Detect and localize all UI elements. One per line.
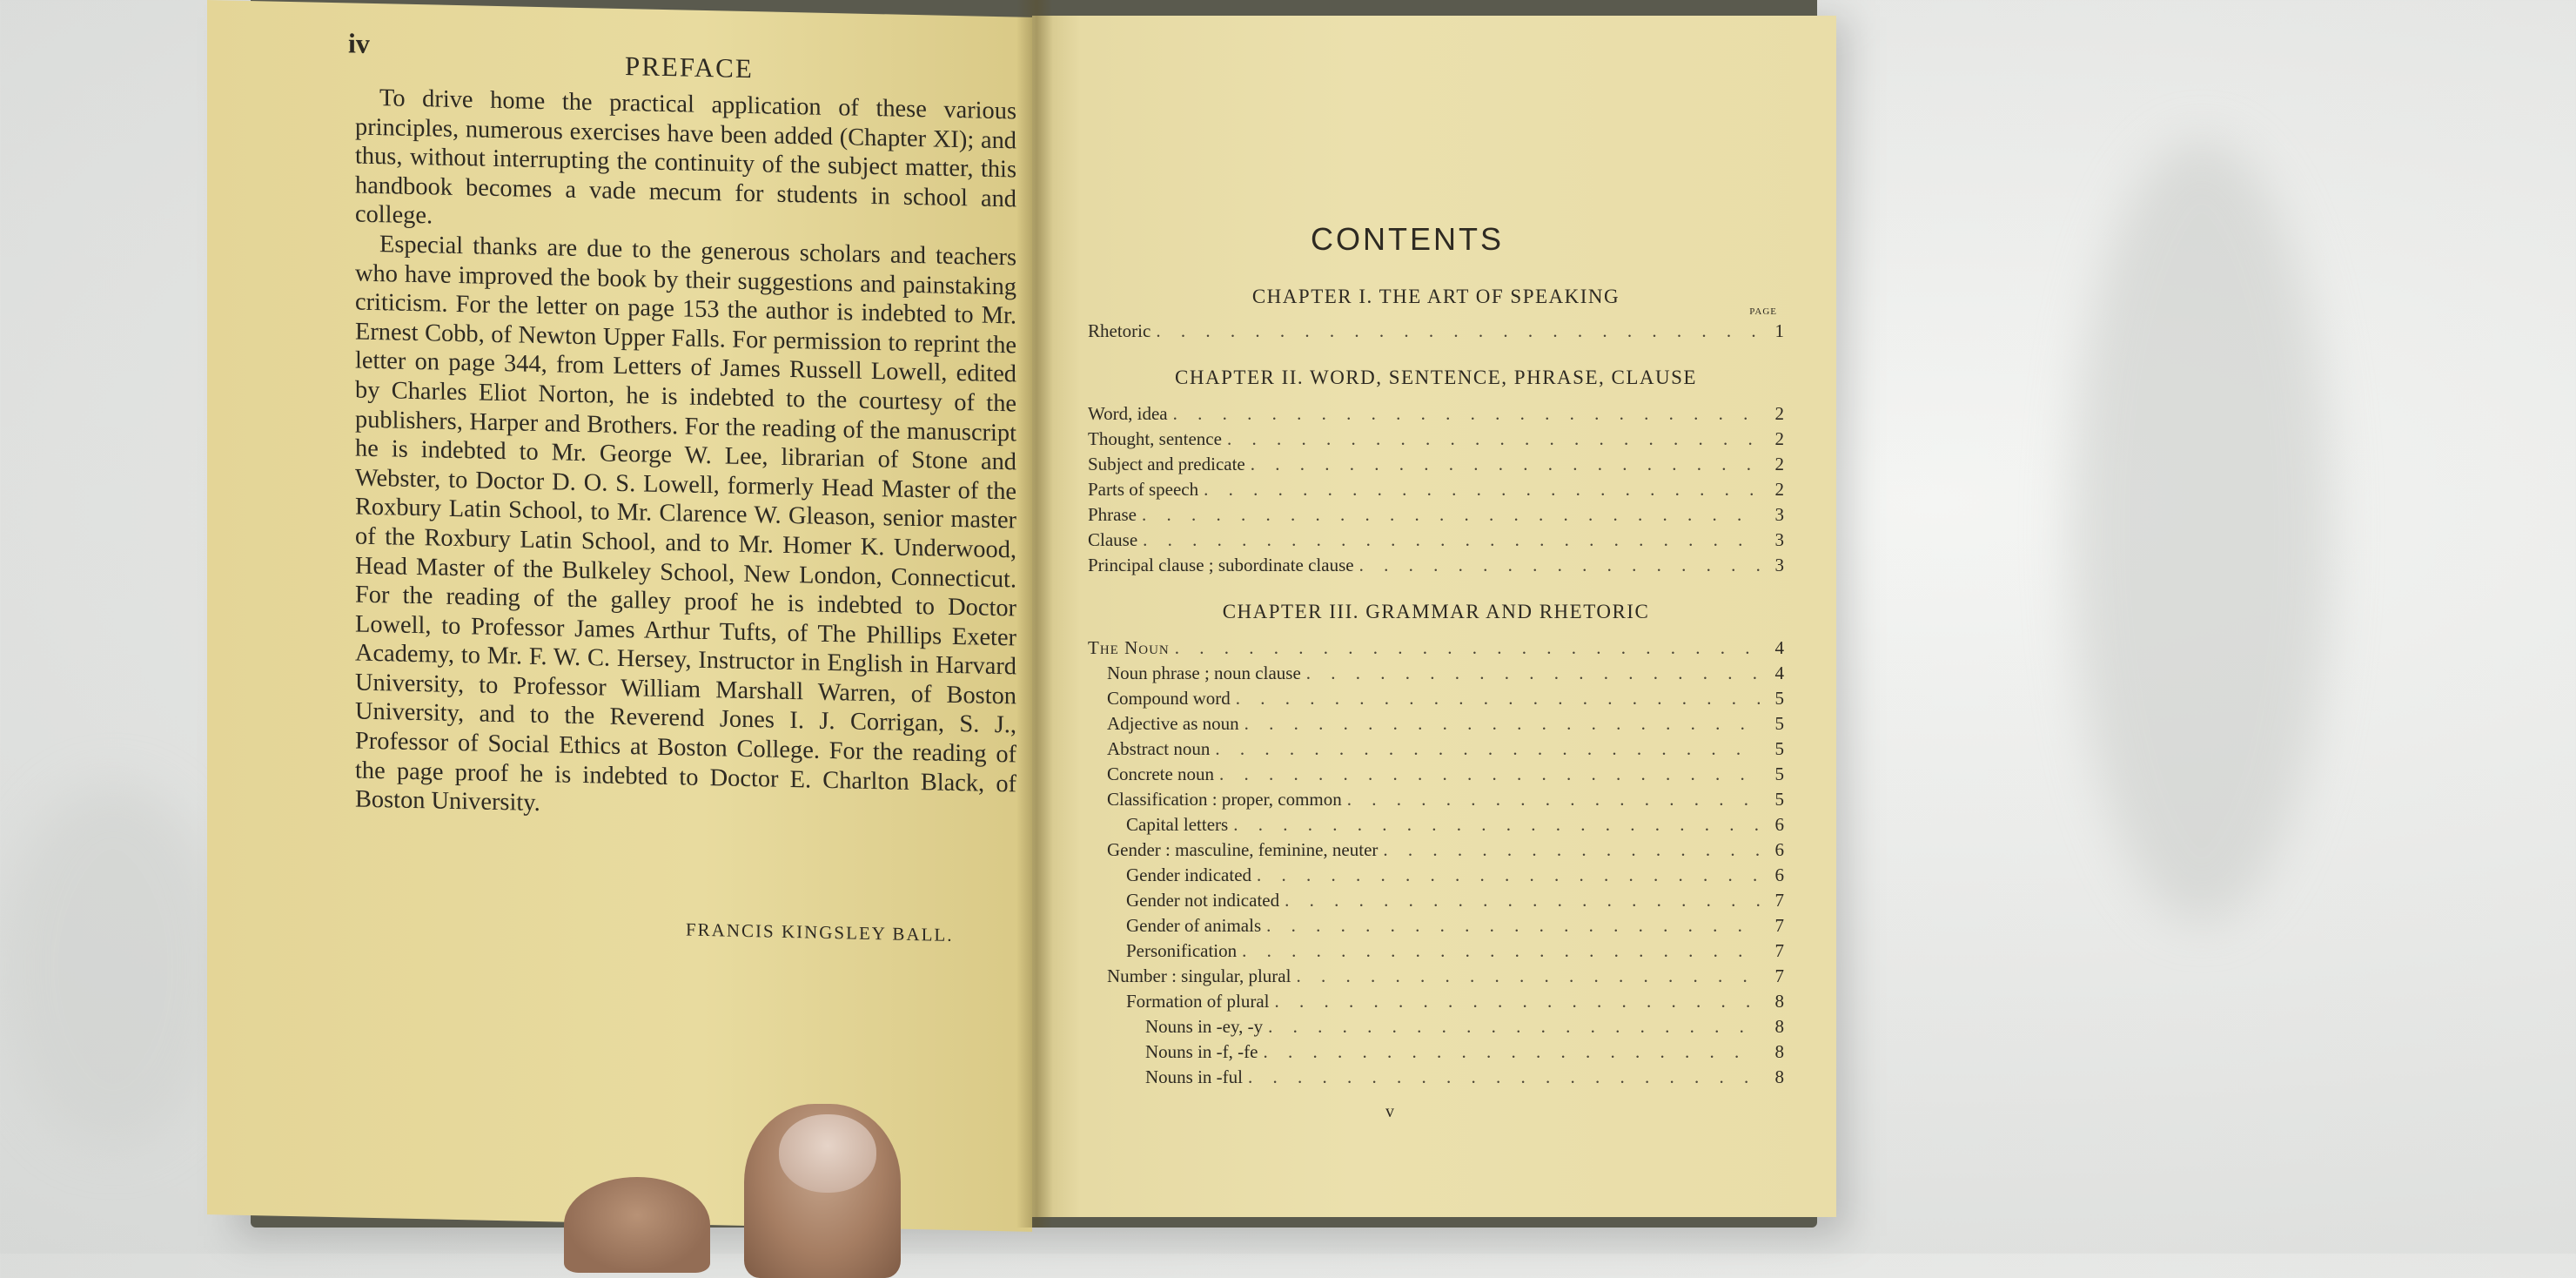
toc-entry-page: 4 [1774, 637, 1784, 658]
toc-entry-page: 8 [1774, 1016, 1784, 1037]
dot-leader [1347, 787, 1760, 812]
toc-entry [1088, 1039, 1784, 1065]
toc-entry [1088, 863, 1784, 888]
toc-entry-label: Concrete noun [1107, 763, 1215, 784]
chapter-heading: CHAPTER II. WORD, SENTENCE, PHRASE, CLAUSE [1175, 367, 1697, 388]
dot-leader [1359, 553, 1760, 578]
page-number: iv [348, 27, 370, 59]
dot-leader [1244, 711, 1760, 737]
toc-entry [1088, 452, 1784, 477]
cloth-fold-shadow [2071, 139, 2332, 923]
toc-entry-label: Clause [1088, 529, 1138, 550]
toc-entry-label: Noun phrase ; noun clause [1107, 663, 1301, 683]
toc-entry-page: 2 [1774, 428, 1784, 449]
dot-leader [1251, 452, 1760, 477]
dot-leader [1285, 888, 1760, 913]
toc-entry-page: 7 [1774, 965, 1784, 986]
toc-entry [1088, 812, 1784, 837]
toc-entry [1088, 553, 1784, 578]
dot-leader [1383, 837, 1760, 863]
toc-entry-label: Gender indicated [1126, 864, 1252, 885]
toc-entry-page: 5 [1774, 688, 1784, 709]
dot-leader [1236, 686, 1760, 711]
left-page [207, 0, 1032, 1232]
toc-entry [1088, 477, 1784, 502]
dot-leader [1266, 913, 1760, 938]
toc-entry-page: 8 [1774, 991, 1784, 1012]
toc-entry-page: 4 [1774, 663, 1784, 683]
toc-entry-page: 2 [1774, 479, 1784, 500]
dot-leader [1248, 1065, 1760, 1090]
cloth-fold-shadow [0, 784, 226, 1149]
dot-leader [1204, 477, 1760, 502]
toc-entry [1088, 661, 1784, 686]
toc-entry-label: Compound word [1107, 688, 1231, 709]
toc-entry-label: Nouns in -f, -fe [1145, 1041, 1258, 1062]
dot-leader [1142, 502, 1760, 528]
dot-leader [1215, 737, 1760, 762]
dot-leader [1268, 1014, 1760, 1039]
toc-entry-page: 2 [1774, 454, 1784, 474]
dot-leader [1257, 863, 1760, 888]
toc-entry [1088, 762, 1784, 787]
thumbnail-nail [779, 1114, 876, 1193]
toc-entry [1088, 913, 1784, 938]
toc-entry-label: Principal clause ; subordinate clause [1088, 555, 1354, 575]
right-page [1032, 16, 1836, 1217]
toc-entry-page: 5 [1774, 789, 1784, 810]
toc-entry [1088, 787, 1784, 812]
dot-leader [1143, 528, 1760, 553]
dot-leader [1173, 401, 1760, 427]
dot-leader [1242, 938, 1760, 964]
preface-text [355, 84, 1016, 829]
toc-entry-label: Nouns in -ful [1145, 1066, 1243, 1087]
toc-entry-page: 5 [1774, 738, 1784, 759]
finger [564, 1177, 710, 1273]
toc-entry-page: 6 [1774, 839, 1784, 860]
dot-leader [1306, 661, 1760, 686]
preface-paragraph: Especial thanks are due to the generous scholars and teachers who have improved the book by their suggestions and painstaking criticism. For the letter on page 153 the author is indebted to Mr. Ernest Cobb, of Newton Upper Falls. For permission to reprint the letter on page 344, from Letters of James Russell Lowell, edited by Charles Eliot Norton, he is indebted to the courtesy of the publishers, Harper and Brothers. For the reading of the manuscript he is indebted to Mr. George W. Lee, librarian of Stone and Webster, to Doctor D. O. S. Lowell, formerly Head Master of the Roxbury Latin School, to Mr. Clarence W. Gleason, senior master of the Roxbury Latin School, and to Mr. Homer K. Underwood, Head Master of the Bulkeley School, New London, Connecticut. For the reading of the galley proof he is indebted to Doctor Lowell, to Professor James Arthur Tufts, of The Phillips Exeter Academy, to Mr. F. W. C. Hersey, Instructor in English in Harvard University, to Professor William Marshall Warren, of Boston University, and to the Reverend Jones I. J. Corrigan, S. J., Professor of Social Ethics at Boston College. For the reading of the page proof he is indebted to Doctor E. Charlton Black, of Boston University. [355, 231, 1016, 817]
toc-entry-page: 5 [1774, 713, 1784, 734]
toc-entry-page: 6 [1774, 864, 1784, 885]
toc-entry-label: The Noun [1088, 637, 1170, 658]
toc-entry-page: 2 [1774, 403, 1784, 424]
toc-entry-page: 3 [1774, 504, 1784, 525]
toc-entry [1088, 888, 1784, 913]
toc-entry [1088, 401, 1784, 427]
toc-entry-page: 8 [1774, 1066, 1784, 1087]
dot-leader [1219, 762, 1760, 787]
dot-leader [1296, 964, 1760, 989]
toc-entry [1088, 686, 1784, 711]
toc-entry-label: Thought, sentence [1088, 428, 1222, 449]
contents-title: CONTENTS [1311, 221, 1504, 257]
toc-entry-label: Adjective as noun [1107, 713, 1239, 734]
toc-entry-label: Number : singular, plural [1107, 965, 1291, 986]
toc-entry-page: 1 [1774, 320, 1784, 341]
toc-entry-page: 5 [1774, 763, 1784, 784]
toc-entry-page: 6 [1774, 814, 1784, 835]
toc-entry-label: Formation of plural [1126, 991, 1270, 1012]
table-of-contents [1088, 286, 1784, 1090]
toc-entry [1088, 319, 1784, 344]
toc-entry-page: 3 [1774, 529, 1784, 550]
toc-entry-page: 7 [1774, 915, 1784, 936]
dot-leader [1274, 989, 1760, 1014]
toc-entry [1088, 1065, 1784, 1090]
chapter-heading: CHAPTER III. GRAMMAR AND RHETORIC [1222, 601, 1650, 622]
dot-leader [1233, 812, 1760, 837]
folio: v [1385, 1102, 1394, 1121]
toc-entry [1088, 989, 1784, 1014]
toc-entry-label: Word, idea [1088, 403, 1168, 424]
toc-entry [1088, 938, 1784, 964]
running-head: PREFACE [625, 50, 754, 84]
toc-entry-page: 3 [1774, 555, 1784, 575]
toc-entry-page: 7 [1774, 890, 1784, 911]
toc-entry [1088, 528, 1784, 553]
toc-entry-label: Classification : proper, common [1107, 789, 1342, 810]
toc-entry [1088, 964, 1784, 989]
toc-entry-page: 8 [1774, 1041, 1784, 1062]
toc-entry-label: Rhetoric [1088, 320, 1151, 341]
toc-entry [1088, 711, 1784, 737]
toc-entry [1088, 837, 1784, 863]
toc-entry-label: Subject and predicate [1088, 454, 1245, 474]
book-gutter [1016, 0, 1053, 1228]
toc-entry [1088, 1014, 1784, 1039]
author-signature: FRANCIS KINGSLEY BALL. [686, 918, 954, 945]
chapter-heading: CHAPTER I. THE ART OF SPEAKING [1251, 286, 1620, 307]
toc-entry [1088, 502, 1784, 528]
dot-leader [1227, 427, 1760, 452]
toc-entry-label: Phrase [1088, 504, 1137, 525]
toc-entry-label: Personification [1126, 940, 1238, 961]
toc-entry-label: Parts of speech [1088, 479, 1199, 500]
toc-entry [1088, 636, 1784, 661]
dot-leader [1263, 1039, 1760, 1065]
toc-entry-label: Capital letters [1126, 814, 1229, 835]
toc-entry-label: Gender not indicated [1126, 890, 1280, 911]
toc-entry-label: Nouns in -ey, -y [1145, 1016, 1264, 1037]
toc-entry-label: Abstract noun [1107, 738, 1211, 759]
dot-leader [1156, 319, 1760, 344]
toc-entry-label: Gender : masculine, feminine, neuter [1107, 839, 1379, 860]
toc-entry [1088, 427, 1784, 452]
toc-entry-page: 7 [1774, 940, 1784, 961]
chapter-3-entries [1088, 636, 1784, 1090]
chapter-1-entries [1088, 319, 1784, 344]
page-column-label: PAGE [1749, 306, 1777, 317]
toc-entry [1088, 737, 1784, 762]
chapter-2-entries [1088, 401, 1784, 578]
dot-leader [1175, 636, 1760, 661]
preface-paragraph: To drive home the practical application of these various principles, numerous exercises have been added (Chapter XI); and thus, without interrupting the continuity of the subject matter, this handbook becomes a vade mecum for students in school and college. [355, 84, 1016, 230]
toc-entry-label: Gender of animals [1126, 915, 1262, 936]
